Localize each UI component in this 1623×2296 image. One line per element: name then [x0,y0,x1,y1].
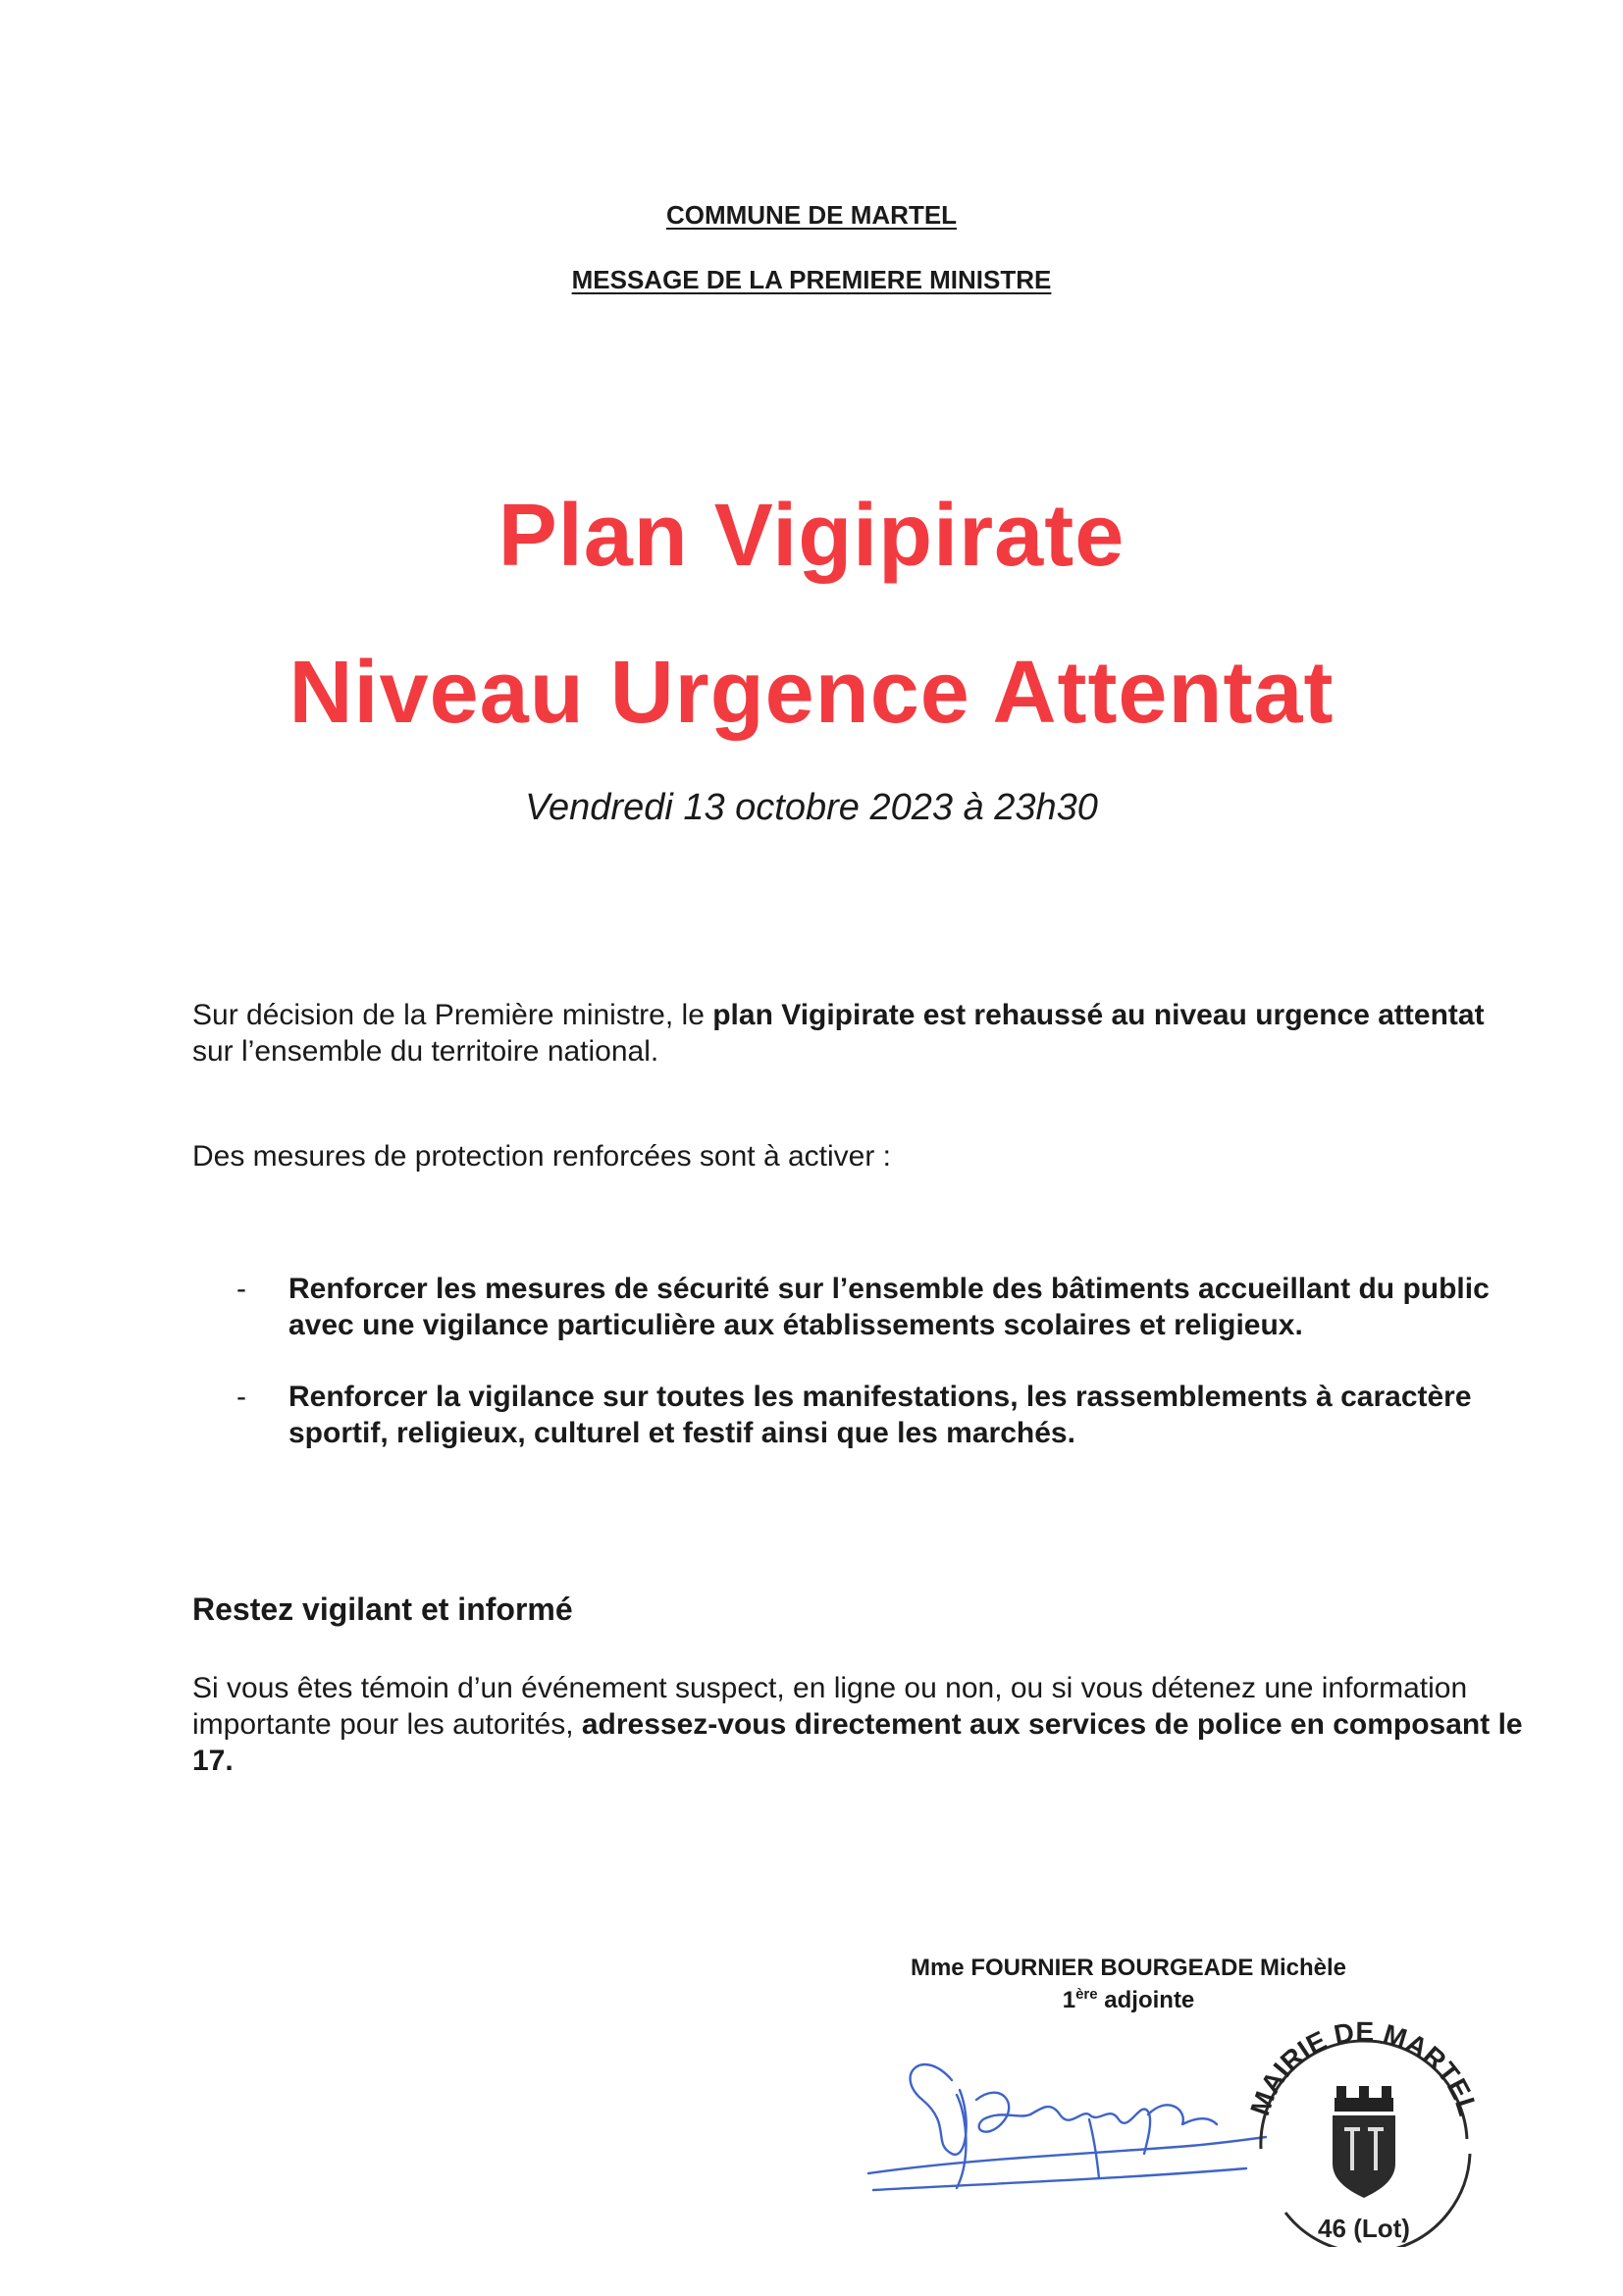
crest-icon [1333,2086,1395,2198]
vigilance-heading: Restez vigilant et informé [192,1592,573,1627]
stamp-top-text: MAIRIE DE MARTEL [1244,2015,1484,2119]
measure-item-2 [236,1379,1535,1451]
mairie-stamp [1227,1992,1501,2247]
intro-paragraph [192,997,1527,1070]
vigilance-paragraph [192,1670,1527,1779]
measure-item-1 [236,1271,1535,1343]
intro-text-1: Sur décision de la Première ministre, le [192,999,713,1031]
handwritten-signature [854,2021,1285,2218]
measure-text: Renforcer la vigilance sur toutes les manifestations, les rassemblements à caractère sportif, religieux, culturel et festif ainsi que les marchés. [288,1381,1472,1449]
message-heading: MESSAGE DE LA PREMIERE MINISTRE [571,265,1052,294]
bullet-dash: - [236,1273,246,1305]
vigilance-bold: adressez-vous directement aux services de police en composant le 17. [192,1708,1523,1777]
role-number: 1 [1062,1987,1076,2013]
intro-text-2: sur l’ensemble du territoire national. [192,1035,659,1068]
bullet-dash: - [236,1381,246,1413]
title-line-2: Niveau Urgence Attentat [288,644,1335,742]
measure-text: Renforcer les mesures de sécurité sur l’ensemble des bâtiments accueillant du public avec une vigilance particulière aux établissements scolaires et religieux. [288,1273,1490,1341]
stamp-bottom-text: 46 (Lot) [1318,2214,1410,2243]
role-superscript: ère [1075,1986,1098,2003]
vigilance-text: Si vous êtes témoin d’un événement suspect, en ligne ou non, ou si vous détenez une information importante pour les autorités, [192,1672,1468,1741]
signatory-name: Mme FOURNIER BOURGEADE Michèle [910,1955,1347,1981]
measures-intro: Des mesures de protection renforcées sont à activer : [192,1140,892,1173]
date-line: Vendredi 13 octobre 2023 à 23h30 [525,787,1098,828]
role-text: adjointe [1097,1987,1195,2013]
commune-heading: COMMUNE DE MARTEL [665,200,958,230]
intro-bold: plan Vigipirate est rehaussé au niveau urgence attentat [712,999,1485,1031]
title-line-1: Plan Vigipirate [497,487,1126,585]
